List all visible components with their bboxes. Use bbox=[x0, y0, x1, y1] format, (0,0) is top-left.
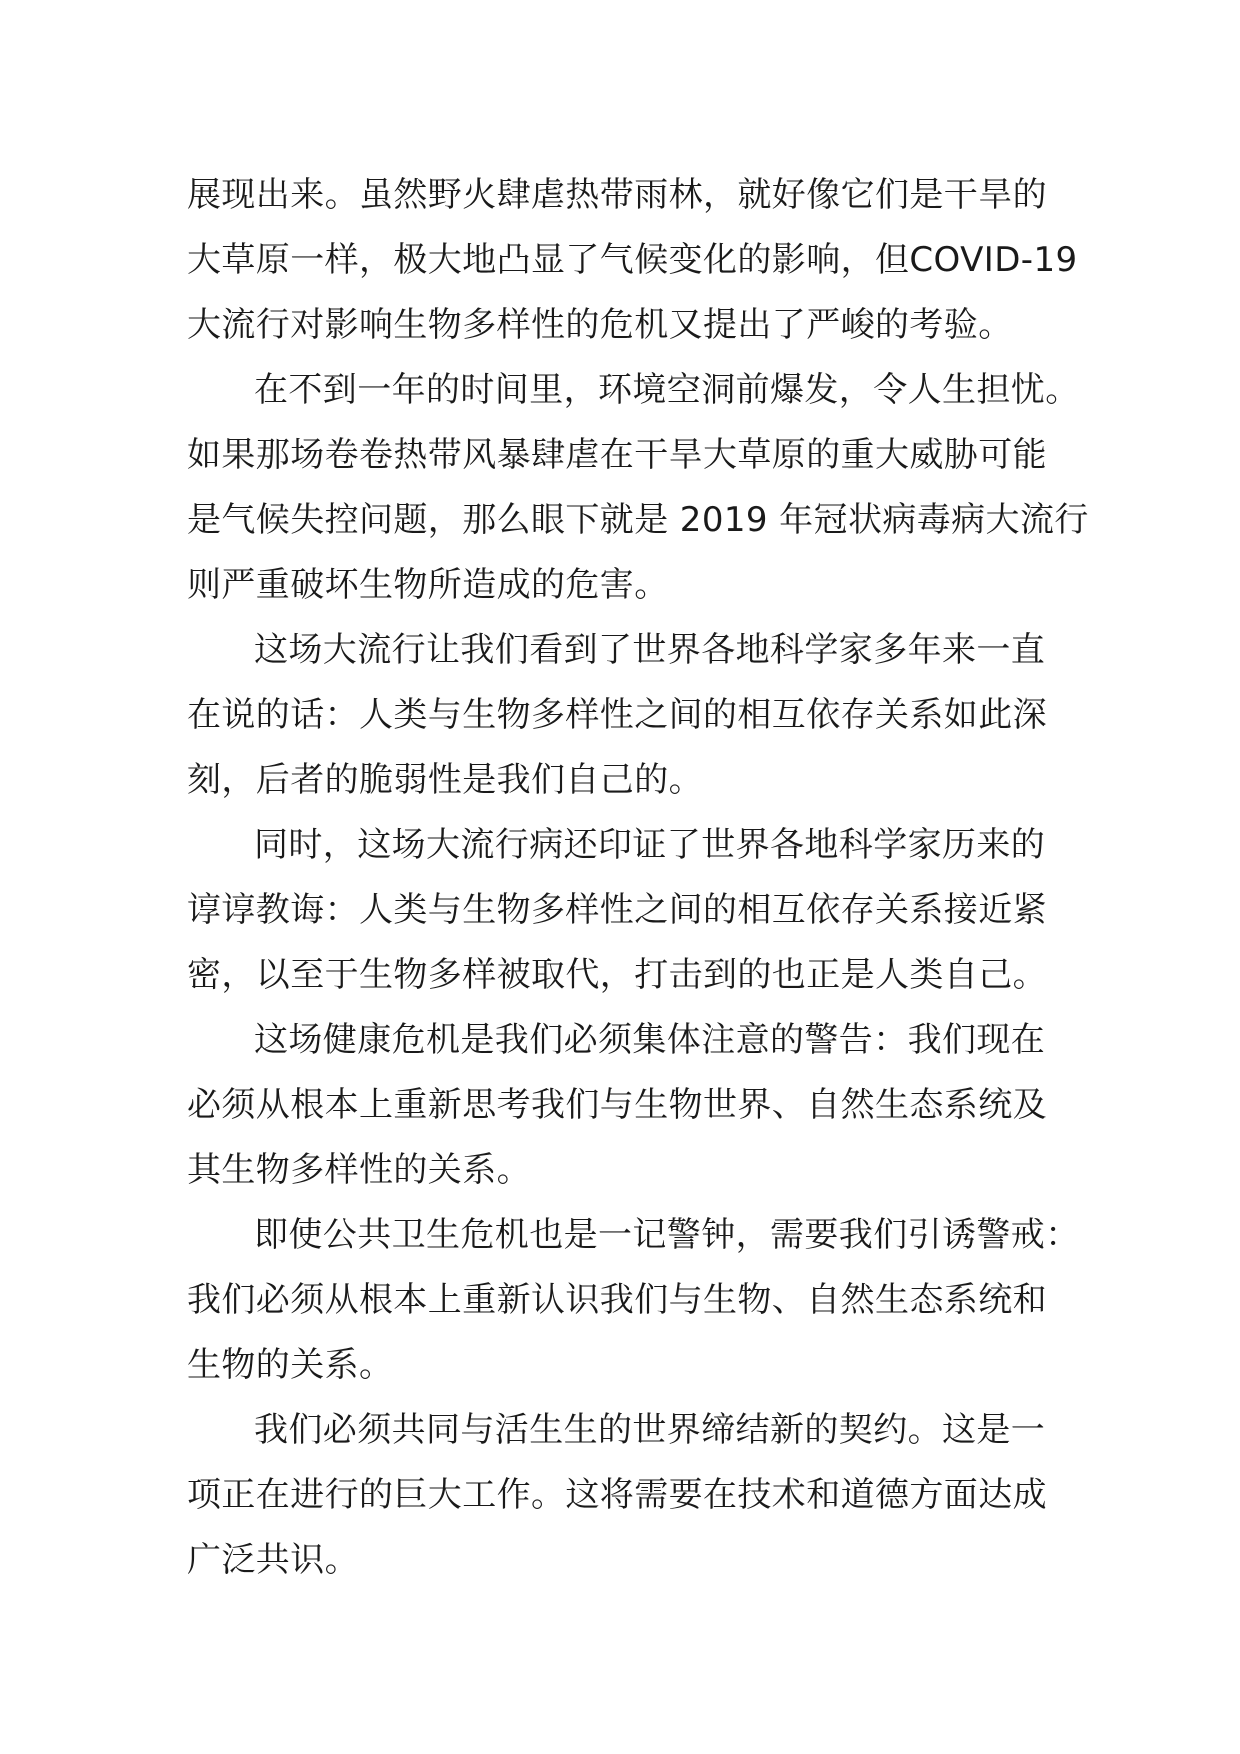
text-line: 谆谆教诲：人类与生物多样性之间的相互依存关系接近紧 bbox=[187, 890, 1047, 930]
paragraph-2 bbox=[187, 358, 1089, 618]
text-line: 大流行对影响生物多样性的危机又提出了严峻的考验。 bbox=[187, 305, 1013, 345]
paragraph-4 bbox=[187, 813, 1077, 1008]
text-line: 我们必须从根本上重新认识我们与生物、自然生态系统和 bbox=[187, 1280, 1047, 1320]
text-line: 在不到一年的时间里，环境空洞前爆发，令人生担忧。 bbox=[254, 370, 1080, 410]
paragraph-1 bbox=[187, 163, 1077, 358]
text-line: 生物的关系。 bbox=[187, 1345, 394, 1385]
document-body bbox=[187, 163, 1089, 1593]
paragraph-7 bbox=[187, 1398, 1077, 1593]
text-line: 展现出来。虽然野火肆虐热带雨林，就好像它们是干旱的 bbox=[187, 175, 1047, 215]
text-line: 其生物多样性的关系。 bbox=[187, 1150, 531, 1190]
text-line: 同时，这场大流行病还印证了世界各地科学家历来的 bbox=[254, 825, 1046, 865]
text-line: 刻，后者的脆弱性是我们自己的。 bbox=[187, 760, 703, 800]
text-line: 则严重破坏生物所造成的危害。 bbox=[187, 565, 669, 605]
text-line: 是气候失控问题，那么眼下就是 2019 年冠状病毒病大流行 bbox=[187, 500, 1089, 540]
text-line: 必须从根本上重新思考我们与生物世界、自然生态系统及 bbox=[187, 1085, 1047, 1125]
text-line: 在说的话：人类与生物多样性之间的相互依存关系如此深 bbox=[187, 695, 1047, 735]
text-line: 这场健康危机是我们必须集体注意的警告：我们现在 bbox=[254, 1020, 1046, 1060]
paragraph-6 bbox=[187, 1203, 1080, 1398]
paragraph-5 bbox=[187, 1008, 1077, 1203]
text-line: 即使公共卫生危机也是一记警钟，需要我们引诱警戒： bbox=[254, 1215, 1080, 1255]
text-line: 如果那场卷卷热带风暴肆虐在干旱大草原的重大威胁可能 bbox=[187, 435, 1047, 475]
paragraph-3 bbox=[187, 618, 1077, 813]
text-line: 密，以至于生物多样被取代，打击到的也正是人类自己。 bbox=[187, 955, 1047, 995]
text-line: 广泛共识。 bbox=[187, 1540, 359, 1580]
text-line: 这场大流行让我们看到了世界各地科学家多年来一直 bbox=[254, 630, 1046, 670]
text-line: 我们必须共同与活生生的世界缔结新的契约。这是一 bbox=[254, 1410, 1046, 1450]
text-line: 大草原一样，极大地凸显了气候变化的影响，但COVID-19 bbox=[187, 240, 1078, 280]
text-line: 项正在进行的巨大工作。这将需要在技术和道德方面达成 bbox=[187, 1475, 1047, 1515]
